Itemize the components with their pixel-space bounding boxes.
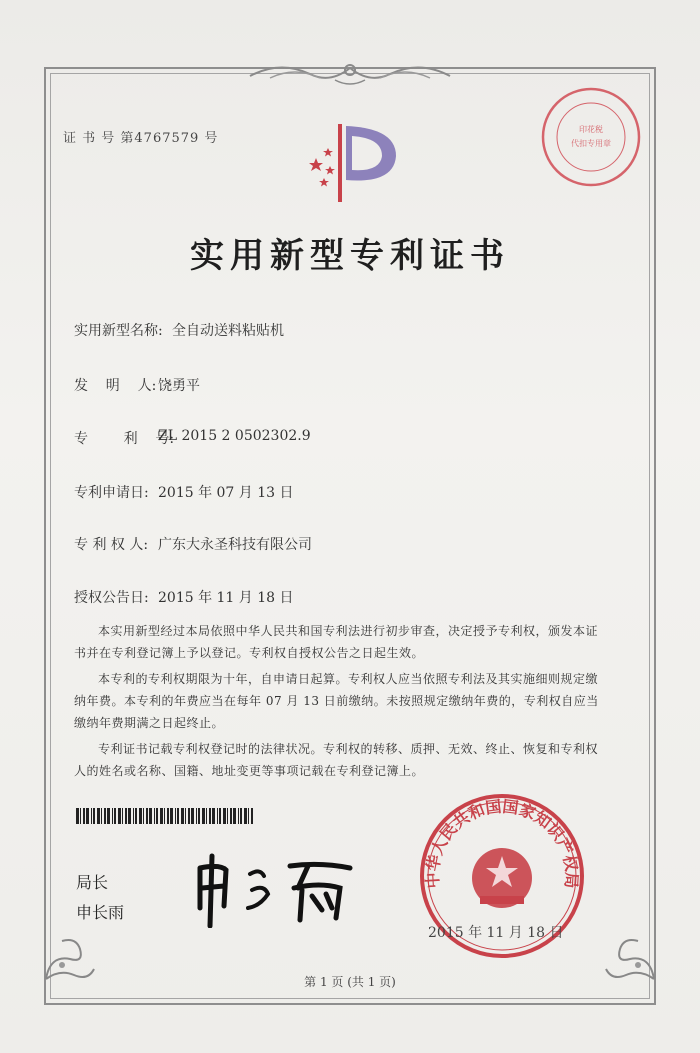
body-paragraph: 本实用新型经过本局依照中华人民共和国专利法进行初步审查，决定授予专利权，颁发本证书并在专利登记簿上予以登记。专利权自授权公告之日起生效。 [74,624,599,660]
body-paragraph: 专利证书记载专利权登记时的法律状况。专利权的转移、质押、无效、终止、恢复和专利权人的姓名或名称、国籍、地址变更等事项记载在专利登记簿上。 [74,742,599,778]
filing-date-label: 专利申请日: [74,485,149,501]
filing-date-value: 2015 年 07 月 13 日 [158,485,294,501]
svg-text:印花税: 印花税 [579,125,603,134]
name-value: 全自动送料粘贴机 [172,323,284,339]
patent-number-label: 专 利 号: [74,431,175,447]
body-paragraph: 本专利的专利权期限为十年，自申请日起算。专利权人应当依照专利法及其实施细则规定缴纳年费。本专利的年费应当在每年 07 月 13 日前缴纳。未按照规定缴纳年费的，专利权自应当缴纳年费期满之日起终止。 [74,672,599,730]
svg-text:代扣专用章: 代扣专用章 [571,139,611,148]
seal-date: 2015 年 11 月 18 日 [428,925,564,941]
grant-date-label: 授权公告日: [74,590,149,606]
name-label: 实用新型名称: [74,323,163,339]
director-signature-icon [190,848,360,928]
grant-date-value: 2015 年 11 月 18 日 [158,590,294,606]
page-indicator: 第 1 页 (共 1 页) [304,975,396,989]
inventor-value: 饶勇平 [158,378,200,394]
barcode-icon [76,808,256,824]
director-name: 申长雨 [76,903,125,922]
patent-number-value: ZL 2015 2 0502302.9 [158,428,311,444]
inventor-label: 发 明 人: [74,378,157,394]
certificate-title: 实用新型专利证书 [190,236,510,276]
patentee-value: 广东大永圣科技有限公司 [158,537,312,553]
top-ornament-icon [240,58,460,88]
certificate-number: 证 书 号 第4767579 号 [63,131,219,146]
patent-office-logo-icon [296,118,406,208]
director-title: 局长 [76,873,109,892]
agency-stamp-icon [536,82,646,192]
certificate-body [74,620,602,786]
seal-text: 中华人民共和国国家知识产权局 [422,796,582,889]
patentee-label: 专 利 权 人: [74,537,149,553]
